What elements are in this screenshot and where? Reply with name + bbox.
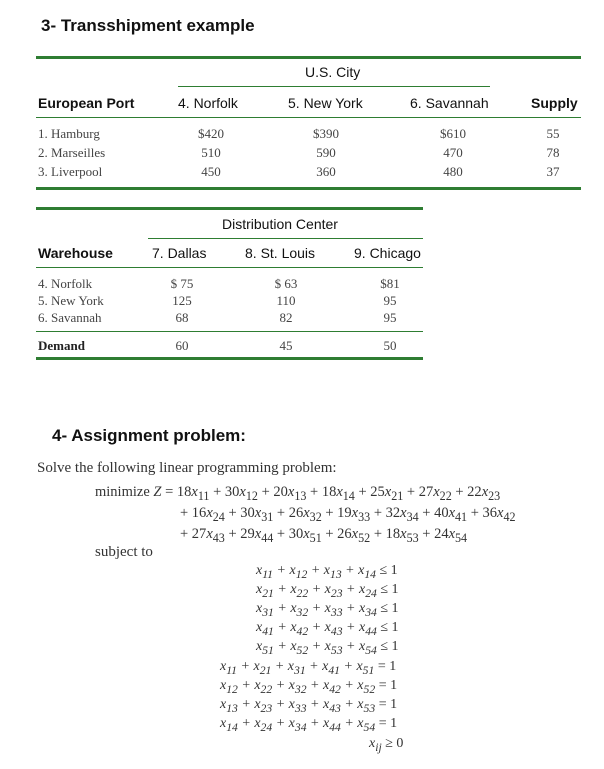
table-cell: $390 xyxy=(313,126,339,141)
constraint-row: $x_{ij} \ge 0$ xyxy=(369,736,404,754)
table2-col-header: 7. Dallas xyxy=(152,245,207,261)
table1-top-rule xyxy=(36,56,581,59)
table-cell: $81 xyxy=(380,276,400,291)
demand-cell: 45 xyxy=(279,338,293,353)
constraint-row: $x_{12} + x_{22} + x_{32} + x_{42} + x_{52} = 1$ xyxy=(220,678,398,696)
table-row-label: 4. Norfolk xyxy=(38,276,93,291)
table-cell: $ 75 xyxy=(170,276,194,291)
table-cell: 95 xyxy=(383,293,397,308)
constraint-row: $x_{14} + x_{24} + x_{34} + x_{44} + x_{54} = 1$ xyxy=(220,716,398,734)
table1-col-header: 4. Norfolk xyxy=(178,95,238,111)
table-cell: 110 xyxy=(276,293,296,308)
objective-line-1: minimize $Z = 18x_{11} + 30x_{12} + 20x_{13} + 18x_{14} + 25x_{21} + 27x_{22} + 22x_{23}$ xyxy=(95,484,501,503)
table-cell-supply: 55 xyxy=(546,126,560,141)
table-cell: 68 xyxy=(175,310,189,325)
constraint-row: $x_{11} + x_{21} + x_{31} + x_{41} + x_{51} = 1$ xyxy=(220,659,397,677)
table-cell: 470 xyxy=(443,145,463,160)
table2-bottom-rule xyxy=(36,357,423,360)
table-cell-supply: 78 xyxy=(546,145,560,160)
table1-bottom-rule xyxy=(36,187,581,190)
table2-group-rule xyxy=(148,238,423,239)
objective-line-3: + $27x_{43} + 29x_{44} + 30x_{51} + 26x_{52} + 18x_{53} + 24x_{54}$ xyxy=(180,526,468,545)
table1-header-rule xyxy=(36,117,581,118)
table1-supply-header: Supply xyxy=(531,95,578,111)
table1-row-header: European Port xyxy=(38,95,135,111)
table-cell: $ 63 xyxy=(274,276,298,291)
table-row-label: 5. New York xyxy=(38,293,104,308)
table-cell: 480 xyxy=(443,164,463,179)
table-cell: 510 xyxy=(201,145,221,160)
table-row-label: 6. Savannah xyxy=(38,310,102,325)
table2-top-rule xyxy=(36,207,423,210)
table2-group-header: Distribution Center xyxy=(222,216,338,232)
demand-cell: 50 xyxy=(383,338,397,353)
subject-to-label: subject to xyxy=(95,544,153,560)
demand-cell: 60 xyxy=(175,338,189,353)
table1-col-header: 6. Savannah xyxy=(410,95,489,111)
table2-col-header: 9. Chicago xyxy=(354,245,421,261)
table2-header-rule xyxy=(36,267,423,268)
table-cell: 590 xyxy=(316,145,336,160)
table-cell: $610 xyxy=(440,126,466,141)
table-cell: 125 xyxy=(172,293,192,308)
table2-demand-rule xyxy=(36,331,423,332)
table2-row-header: Warehouse xyxy=(38,245,113,261)
constraint-row: $x_{41} + x_{42} + x_{43} + x_{44} \le 1$ xyxy=(256,620,399,638)
demand-label: Demand xyxy=(38,338,85,353)
table-cell: 450 xyxy=(201,164,221,179)
table-cell: 95 xyxy=(383,310,397,325)
constraint-row: $x_{13} + x_{23} + x_{33} + x_{43} + x_{53} = 1$ xyxy=(220,697,398,715)
table-cell: $420 xyxy=(198,126,224,141)
table-row-label: 2. Marseilles xyxy=(38,145,106,160)
constraint-row: $x_{31} + x_{32} + x_{33} + x_{34} \le 1$ xyxy=(256,601,399,619)
table-row-label: 1. Hamburg xyxy=(38,126,100,141)
section3-title: 3- Transshipment example xyxy=(41,16,255,35)
section4-title: 4- Assignment problem: xyxy=(52,426,246,445)
table-cell-supply: 37 xyxy=(546,164,560,179)
table1-col-header: 5. New York xyxy=(288,95,363,111)
table-cell: 360 xyxy=(316,164,336,179)
table-cell: 82 xyxy=(279,310,293,325)
objective-line-2: + $16x_{24} + 30x_{31} + 26x_{32} + 19x_{33} + 32x_{34} + 40x_{41} + 36x_{42}$ xyxy=(180,505,516,524)
table2-col-header: 8. St. Louis xyxy=(245,245,316,261)
constraint-row: $x_{51} + x_{52} + x_{53} + x_{54} \le 1$ xyxy=(256,639,399,657)
constraint-row: $x_{21} + x_{22} + x_{23} + x_{24} \le 1$ xyxy=(256,582,399,600)
table-row-label: 3. Liverpool xyxy=(38,164,103,179)
problem-intro: Solve the following linear programming problem: xyxy=(37,460,337,476)
table1-group-rule xyxy=(178,86,490,87)
table1-group-header: U.S. City xyxy=(305,64,361,80)
constraint-row: $x_{11} + x_{12} + x_{13} + x_{14} \le 1$ xyxy=(256,563,398,581)
